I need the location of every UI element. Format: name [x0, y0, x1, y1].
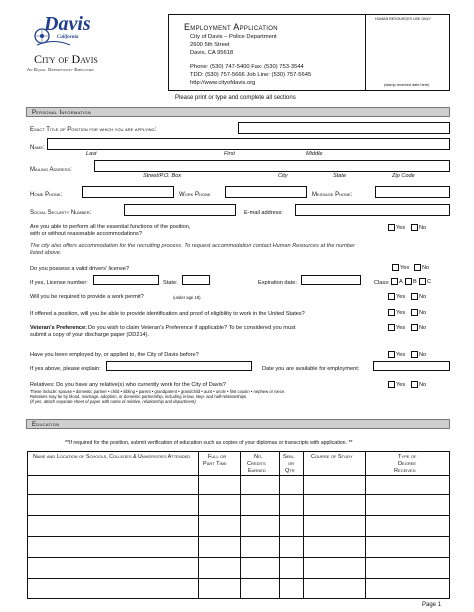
- veteran-yes-label: Yes: [396, 325, 406, 331]
- work-permit-no-checkbox[interactable]: [411, 293, 418, 300]
- essential-question-2: with or without reasonable accommodations?: [30, 231, 142, 237]
- form-title: Employment Application: [184, 22, 278, 32]
- class-b-checkbox[interactable]: [405, 278, 412, 285]
- relatives-note-2: Relations may be by blood, marriage, adoption, or domestic partnership, including in-law, step- and half-relationships.: [30, 394, 248, 399]
- instructions: Please print or type and complete all sections: [175, 95, 296, 101]
- hr-use-only: HUMAN RESOURCES USE ONLY: [375, 17, 431, 21]
- license-number-label: If yes, License number:: [30, 280, 88, 286]
- veteran-question: Do you wish to claim Veteran's Preference if applicable? To be considered you must: [88, 325, 296, 331]
- name-label: Name:: [30, 145, 45, 151]
- education-section-header: [26, 419, 450, 429]
- class-c-label: C: [427, 279, 432, 285]
- expiration-field[interactable]: [301, 275, 361, 285]
- relatives-yes-checkbox[interactable]: [388, 381, 395, 388]
- col-school-header: Name and Location of Schools, Colleges & Universities Attended: [33, 454, 191, 460]
- employed-yes-label: Yes: [396, 352, 406, 358]
- col-credits-header-a: No.: [254, 454, 263, 460]
- table-row[interactable]: [27, 494, 450, 495]
- relatives-note-1: These include: spouse • domestic partner • child • sibling • parent • grandparent • grandchild • aunt • uncle • first cousin • nephew or niece.: [30, 389, 286, 394]
- essential-no-label: No: [419, 225, 427, 231]
- essential-question: Are you able to perform all the essential functions of the position,: [30, 224, 191, 230]
- col-credits-header-b: Credits: [247, 461, 266, 467]
- license-number-field[interactable]: [93, 275, 159, 285]
- essential-no-checkbox[interactable]: [411, 224, 418, 231]
- available-field[interactable]: [373, 361, 450, 371]
- col-sem-header-a: Sem.: [283, 454, 295, 460]
- employed-yes-checkbox[interactable]: [388, 351, 395, 358]
- veteran-no-label: No: [419, 325, 427, 331]
- message-phone-field[interactable]: [375, 186, 450, 198]
- class-a-label: A: [399, 279, 403, 285]
- home-phone-field[interactable]: [82, 186, 174, 198]
- veteran-yes-checkbox[interactable]: [388, 324, 395, 331]
- logo: [34, 14, 94, 48]
- table-row[interactable]: [27, 536, 450, 537]
- mailing-field[interactable]: [94, 160, 450, 172]
- relatives-no-checkbox[interactable]: [411, 381, 418, 388]
- education-table: [27, 451, 450, 599]
- ssn-label: Social Security Number:: [30, 210, 92, 216]
- eligibility-no-label: No: [419, 310, 427, 316]
- work-permit-yes-label: Yes: [396, 294, 406, 300]
- table-row[interactable]: [27, 578, 450, 579]
- eligibility-question: If offered a position, will you be able to provide identification and proof of eligibility to work in the United States?: [30, 311, 305, 317]
- accommodation-note: The city also offers accommodation for the recruiting process. To request accommodation contact Human Resources at the number: [30, 243, 356, 249]
- name-middle-label: Middle: [306, 151, 323, 157]
- message-phone-label: Message Phone:: [312, 192, 353, 198]
- license-no-checkbox[interactable]: [414, 264, 421, 271]
- employed-question: Have you been employed by, or applied to, the City of Davis before?: [30, 352, 199, 358]
- col-fullpart-header-a: Full or: [208, 454, 227, 460]
- eligibility-no-checkbox[interactable]: [411, 309, 418, 316]
- mailing-label: Mailing Address:: [30, 167, 72, 173]
- education-section-title: Education: [32, 421, 60, 428]
- eligibility-yes-label: Yes: [396, 310, 406, 316]
- license-no-label: No: [422, 265, 430, 271]
- col-sem-header-b: or: [288, 461, 294, 467]
- col-degree-header-a: Type of: [398, 454, 417, 460]
- position-title-label: Exact Title of Position for which you are applying:: [30, 127, 157, 133]
- street-box-label: Street/P.O. Box: [143, 173, 182, 179]
- logo-text: Davis: [44, 13, 91, 35]
- license-state-field[interactable]: [182, 275, 210, 285]
- page-number: Page 1: [422, 602, 442, 608]
- col-degree-header-b: Degree: [398, 461, 417, 467]
- name-first-label: First: [224, 151, 235, 157]
- tagline: An Equal Opportunity Employer: [27, 67, 94, 72]
- personal-section-title: Personal Information: [32, 109, 92, 116]
- col-credits-header-c: Earned: [248, 468, 266, 474]
- education-note: **If required for the position, submit verification of education such as copies of your diplomas or transcripts with application. **: [65, 440, 353, 446]
- accommodation-note-2: listed above.: [30, 250, 62, 256]
- citystate: Davis, CA 95618: [190, 50, 234, 56]
- dept: City of Davis – Police Department: [190, 34, 277, 40]
- email-field[interactable]: [295, 204, 450, 216]
- work-phone-label: Work Phone: [179, 192, 211, 198]
- essential-yes-label: Yes: [396, 225, 406, 231]
- tdd-job: TDD: (530) 757-5666 Job Line: (530) 757-5645: [190, 72, 312, 78]
- city-name: City of Davis: [34, 52, 98, 66]
- relatives-yes-label: Yes: [396, 382, 406, 388]
- col-course-header: Course of Study: [311, 454, 353, 460]
- name-last-label: Last: [86, 151, 97, 157]
- position-title-field[interactable]: [238, 122, 450, 134]
- veteran-label: Veteran's Preference:: [30, 325, 87, 331]
- zip-label: Zip Code: [392, 173, 415, 179]
- expiration-label: Expiration date:: [258, 280, 297, 286]
- home-phone-label: Home Phone:: [30, 192, 63, 198]
- employed-no-label: No: [419, 352, 427, 358]
- table-row[interactable]: [27, 515, 450, 516]
- essential-yes-checkbox[interactable]: [388, 224, 395, 231]
- license-question: Do you possess a valid drivers' license?: [30, 266, 130, 272]
- relatives-no-label: No: [419, 382, 427, 388]
- explain-field[interactable]: [106, 361, 252, 371]
- class-b-label: B: [413, 279, 417, 285]
- available-label: Date you are available for employment:: [262, 366, 360, 372]
- veteran-no-checkbox[interactable]: [411, 324, 418, 331]
- class-label: Class:: [374, 280, 390, 286]
- col-fullpart-header-b: Part Time: [203, 461, 227, 467]
- phone-fax: Phone: (530) 747-5400 Fax: (530) 753-3544: [190, 64, 304, 70]
- work-permit-yes-checkbox[interactable]: [388, 293, 395, 300]
- state-label: State: [333, 173, 347, 179]
- eligibility-yes-checkbox[interactable]: [388, 309, 395, 316]
- work-phone-field[interactable]: [225, 186, 307, 198]
- class-a-checkbox[interactable]: [391, 278, 398, 285]
- license-state-label: State:: [163, 280, 178, 286]
- work-permit-no-label: No: [419, 294, 427, 300]
- class-c-checkbox[interactable]: [419, 278, 426, 285]
- personal-section-header: [26, 107, 450, 117]
- table-row[interactable]: [27, 557, 450, 558]
- relatives-note-3: (If yes, attach separate sheet of paper with name of relative, relationship and department): [30, 399, 196, 404]
- license-yes-checkbox[interactable]: [392, 264, 399, 271]
- col-sem-header-c: Qtr: [285, 468, 295, 474]
- under-age-note: (under age 18): [173, 295, 201, 300]
- website[interactable]: http://www.cityofdavis.org: [190, 80, 256, 86]
- name-field[interactable]: [47, 138, 450, 150]
- stamp-note: (stamp received date here): [384, 83, 430, 87]
- street: 2600 5th Street: [190, 42, 230, 48]
- email-label: E-mail address:: [244, 210, 283, 216]
- col-degree-header-c: Received: [394, 468, 416, 474]
- relatives-question: Relatives: Do you have any relative(s) who currently work for the City of Davis?: [30, 382, 226, 388]
- explain-label: If yes above, please explain:: [30, 366, 101, 372]
- veteran-question-2: submit a copy of your discharge paper (DD214).: [30, 332, 150, 338]
- ssn-field[interactable]: [124, 204, 236, 216]
- license-yes-label: Yes: [400, 265, 410, 271]
- employed-no-checkbox[interactable]: [411, 351, 418, 358]
- work-permit-question: Will you be required to provide a work permit?: [30, 294, 144, 300]
- city-label: City: [278, 173, 288, 179]
- logo-sub: California: [57, 35, 79, 40]
